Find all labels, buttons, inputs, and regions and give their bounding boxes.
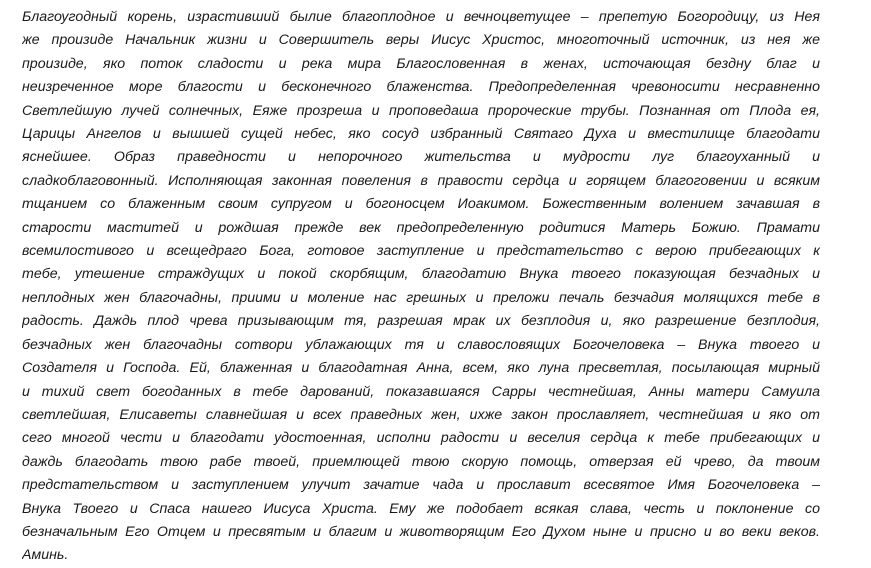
text-line: яснейшее. Образ праведности и непорочного жительства и мудрости луг благоуханный и [22, 149, 820, 166]
text-line: радость. Даждь плод чрева призывающим тя, разрешая мрак их безплодия и, яко разрешение безплодия, [22, 313, 820, 330]
text-line: безначальным Его Отцем и пресвятым и благим и животворящим Его Духом ныне и присно и во веки веков. [22, 523, 820, 540]
text-line: неплодных жен благочадны, приими и моление нас грешных и преложи печаль безчадия молящихся тебе в [22, 289, 820, 306]
text-line: всемилостивого и всещедраго Бога, готовое заступление и предстательство с верою прибегающих к [22, 243, 820, 260]
text-line: сладкоблаговонный. Исполняющая законная повеления в правости сердца и горящем благоговении и всяким [22, 172, 820, 189]
text-line: светлейшая, Елисаветы славнейшая и всех праведных жен, ихже закон прославляет, честнейшая и яко от [22, 406, 820, 423]
text-line: даждь благодать твою рабе твоей, приемлющей твою скорую помощь, отверзая ей чрево, да твоим [22, 453, 820, 470]
text-line: сего многой чести и благодати удостоенная, исполни радости и веселия сердца к тебе прибегающих и [22, 430, 820, 447]
text-line: же произиде Начальник жизни и Совершитель веры Иисус Христос, многоточный источник, из нея же [22, 32, 820, 49]
prayer-text [22, 6, 820, 568]
text-line-last: Аминь. [22, 547, 69, 564]
text-line: Царицы Ангелов и вышшей сущей небес, яко сосуд избранный Святаго Духа и вместилище благодати [22, 126, 820, 143]
text-line: Создателя и Господа. Ей, блаженная и благодатная Анна, всем, яко луна пресветлая, посылающая мирный [22, 360, 820, 377]
text-line: предстательством и заступлением улучит зачатие чада и прославит всесвятое Имя Богочеловека – [22, 477, 820, 494]
text-line: неизреченное море благости и бесконечного блаженства. Предопределенная чревоносити несравненно [22, 79, 820, 96]
text-line: тщанием со блаженным своим супругом и богоносцем Иоакимом. Божественным волением зачавшая в [22, 196, 820, 213]
text-line: тебе, утешение страждущих и покой скорбящим, благодатию Внука твоего показующая безчадных и [22, 266, 820, 283]
text-line: Благоугодный корень, израстивший былие благоплодное и вечноцветущее – препетую Богородицу, из Нея [22, 9, 820, 25]
text-line: и тихий свет богоданных в тебе дарований, показавшаяся Сарры честнейшая, Анны матери Самуила [22, 383, 820, 400]
text-line: Внука Твоего и Спаса нашего Иисуса Христа. Ему же подобает всякая слава, честь и поклонение со [22, 500, 820, 517]
text-line: безчадных жен благочадны сотвори ублажающих тя и славословящих Богочеловека – Внука твоего и [22, 336, 820, 353]
text-line: произиде, яко поток сладости и река мира Благословенная в женах, источающая бездну благ и [22, 55, 820, 72]
text-line: старости маститей и рождшая прежде век предопределенную родитися Матерь Божию. Прамати [22, 219, 820, 236]
text-line: Светлейшую лучей солнечных, Еяже прозреша и проповедаша пророческие трубы. Познанная от Плода ея, [22, 102, 820, 119]
